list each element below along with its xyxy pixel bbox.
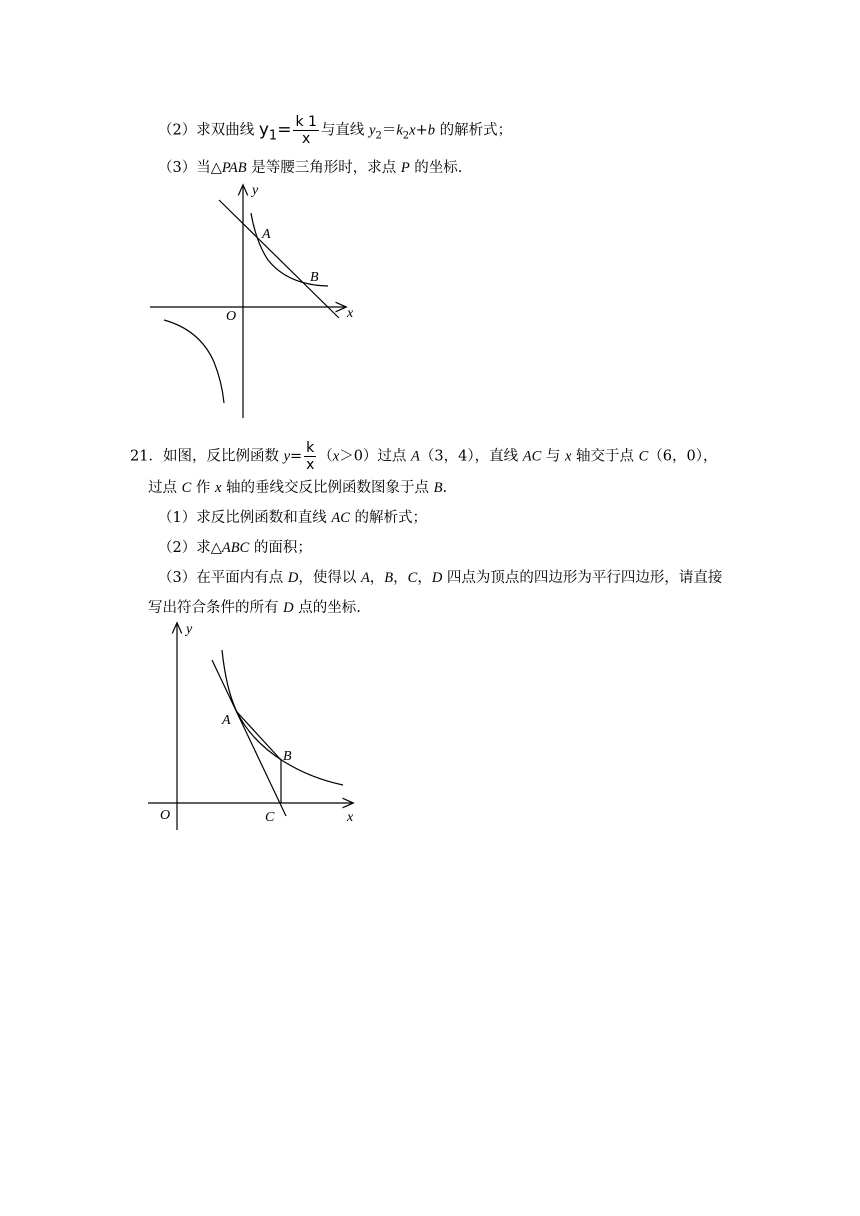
q20-line-y2 (219, 200, 339, 318)
q21-part3-b: B (384, 570, 394, 586)
q21-x-axis-text: x (564, 448, 572, 465)
q21-part2-text: 求△ (196, 540, 222, 556)
q21-part1 (158, 508, 427, 528)
q21-part3-mid: ，使得以 (298, 570, 361, 586)
fraction-numerator: k 1 (295, 114, 317, 130)
y1-eq: = (277, 119, 292, 140)
q21-part3 (158, 568, 722, 588)
q21-line2-point-b: B (433, 480, 443, 496)
q21-label-y: y (186, 622, 193, 637)
q21-line2-end: . (442, 480, 448, 496)
fraction-denominator: x (302, 131, 311, 147)
q21-c-coord: （6，0）， (648, 448, 718, 465)
q20-label-b: B (310, 270, 319, 285)
y1-symbol (258, 119, 292, 143)
y1-sub: 1 (268, 127, 278, 143)
q21-part1-number: （1） (158, 510, 197, 526)
point-p: P (400, 160, 410, 176)
q21-cond-open: （ (318, 448, 333, 465)
q21-part2-number: （2） (158, 540, 197, 556)
q21-point-a: A (411, 448, 420, 465)
k1-over-x-fraction (293, 114, 318, 147)
q21-intro: 如图，反比例函数 (162, 448, 284, 465)
q21-mid1: 与 (541, 448, 565, 465)
y2-sub: 2 (375, 130, 382, 142)
q21-number: 21． (130, 448, 163, 465)
q21-part3-a: A (360, 570, 370, 586)
q21-part1-ac: AC (331, 510, 350, 526)
q21-line2-c2: 轴的垂线交反比例函数图象于点 (221, 480, 434, 496)
q21-point-c: C (638, 448, 649, 465)
q21-segment-ab (236, 711, 281, 760)
q21-part3-line2-d: D (283, 600, 294, 616)
q21-label-o: O (160, 808, 171, 823)
q20-label-a: A (262, 227, 271, 242)
q21-hyperbola (222, 650, 343, 785)
q21-eq: = (290, 448, 303, 465)
q20-part2 (158, 114, 512, 147)
k2-var: k (396, 122, 403, 139)
q20-part3-number: （3） (158, 160, 197, 176)
q20-part3-mid: 是等腰三角形时，求点 (246, 160, 401, 176)
y2-eq: ＝ (381, 122, 397, 139)
q21-line1 (130, 440, 718, 473)
triangle-pab: PAB (221, 160, 247, 176)
q21-label-b: B (283, 749, 292, 764)
q21-figure (140, 618, 370, 833)
q21-part3-d: D (287, 570, 299, 586)
q21-part2 (158, 538, 312, 558)
q21-part3-sep3: ， (417, 570, 432, 586)
q21-y-var: y (283, 448, 290, 465)
q20-figure (140, 180, 370, 425)
q21-part3-line2-end: 点的坐标. (293, 600, 361, 616)
q20-part3-before: 当△ (196, 160, 222, 176)
q20-label-o: O (226, 309, 237, 324)
q21-part3-text: 在平面内有点 (196, 570, 288, 586)
q21-part3-sep1: ， (369, 570, 385, 586)
q21-part3-sep2: ， (393, 570, 408, 586)
q21-label-a: A (222, 713, 231, 728)
q21-part2-abc: ABC (221, 540, 250, 556)
fraction-numerator: k (306, 440, 315, 456)
y1-var: y (258, 119, 269, 140)
k-over-x-fraction (304, 440, 316, 473)
q21-label-x: x (347, 810, 354, 825)
q21-part1-end: 的解析式； (349, 510, 427, 526)
q21-part1-text: 求反比例函数和直线 (196, 510, 332, 526)
q20-part3-end: 的坐标. (409, 160, 463, 176)
y2-var: y (369, 122, 376, 139)
q20-part3 (158, 158, 462, 178)
q20-part2-number: （2） (158, 122, 197, 139)
q21-line2 (148, 478, 447, 498)
k2-sub: 2 (402, 130, 410, 142)
q21-line2-b: 作 (191, 480, 215, 496)
q21-line-ac (212, 660, 286, 816)
q21-mid2: 轴交于点 (571, 448, 639, 465)
q21-part3-line2-text: 写出符合条件的所有 (148, 600, 284, 616)
fraction-denominator: x (306, 457, 315, 473)
q21-part3-line2 (148, 598, 361, 618)
plus-sign: + (415, 122, 428, 139)
b-var: b (427, 122, 435, 139)
q21-part3-c: C (407, 570, 418, 586)
k2-x: x (409, 122, 416, 139)
q20-label-y: y (252, 183, 259, 198)
q21-part2-end: 的面积； (249, 540, 312, 556)
q21-label-c: C (265, 810, 275, 825)
q21-line2-c: C (181, 480, 192, 496)
q21-cond-x: x (332, 448, 340, 465)
q20-label-x: x (347, 306, 354, 321)
q21-part3-number: （3） (158, 570, 197, 586)
q20-part2-end: 的解析式； (434, 122, 513, 139)
q20-part2-text-before: 求双曲线 (196, 122, 255, 139)
q21-part3-d2: D (431, 570, 443, 586)
q20-hyperbola-left (164, 320, 224, 403)
q21-a-coord: （3，4），直线 (419, 448, 523, 465)
q21-cond-rest: ＞0）过点 (339, 448, 412, 465)
q21-line2-x: x (215, 480, 222, 496)
q20-part2-mid: 与直线 (320, 122, 365, 139)
q21-part3-end: 四点为顶点的四边形为平行四边形，请直接 (442, 570, 723, 586)
q21-line-ac: AC (522, 448, 542, 465)
q21-line2-a: 过点 (148, 480, 182, 496)
